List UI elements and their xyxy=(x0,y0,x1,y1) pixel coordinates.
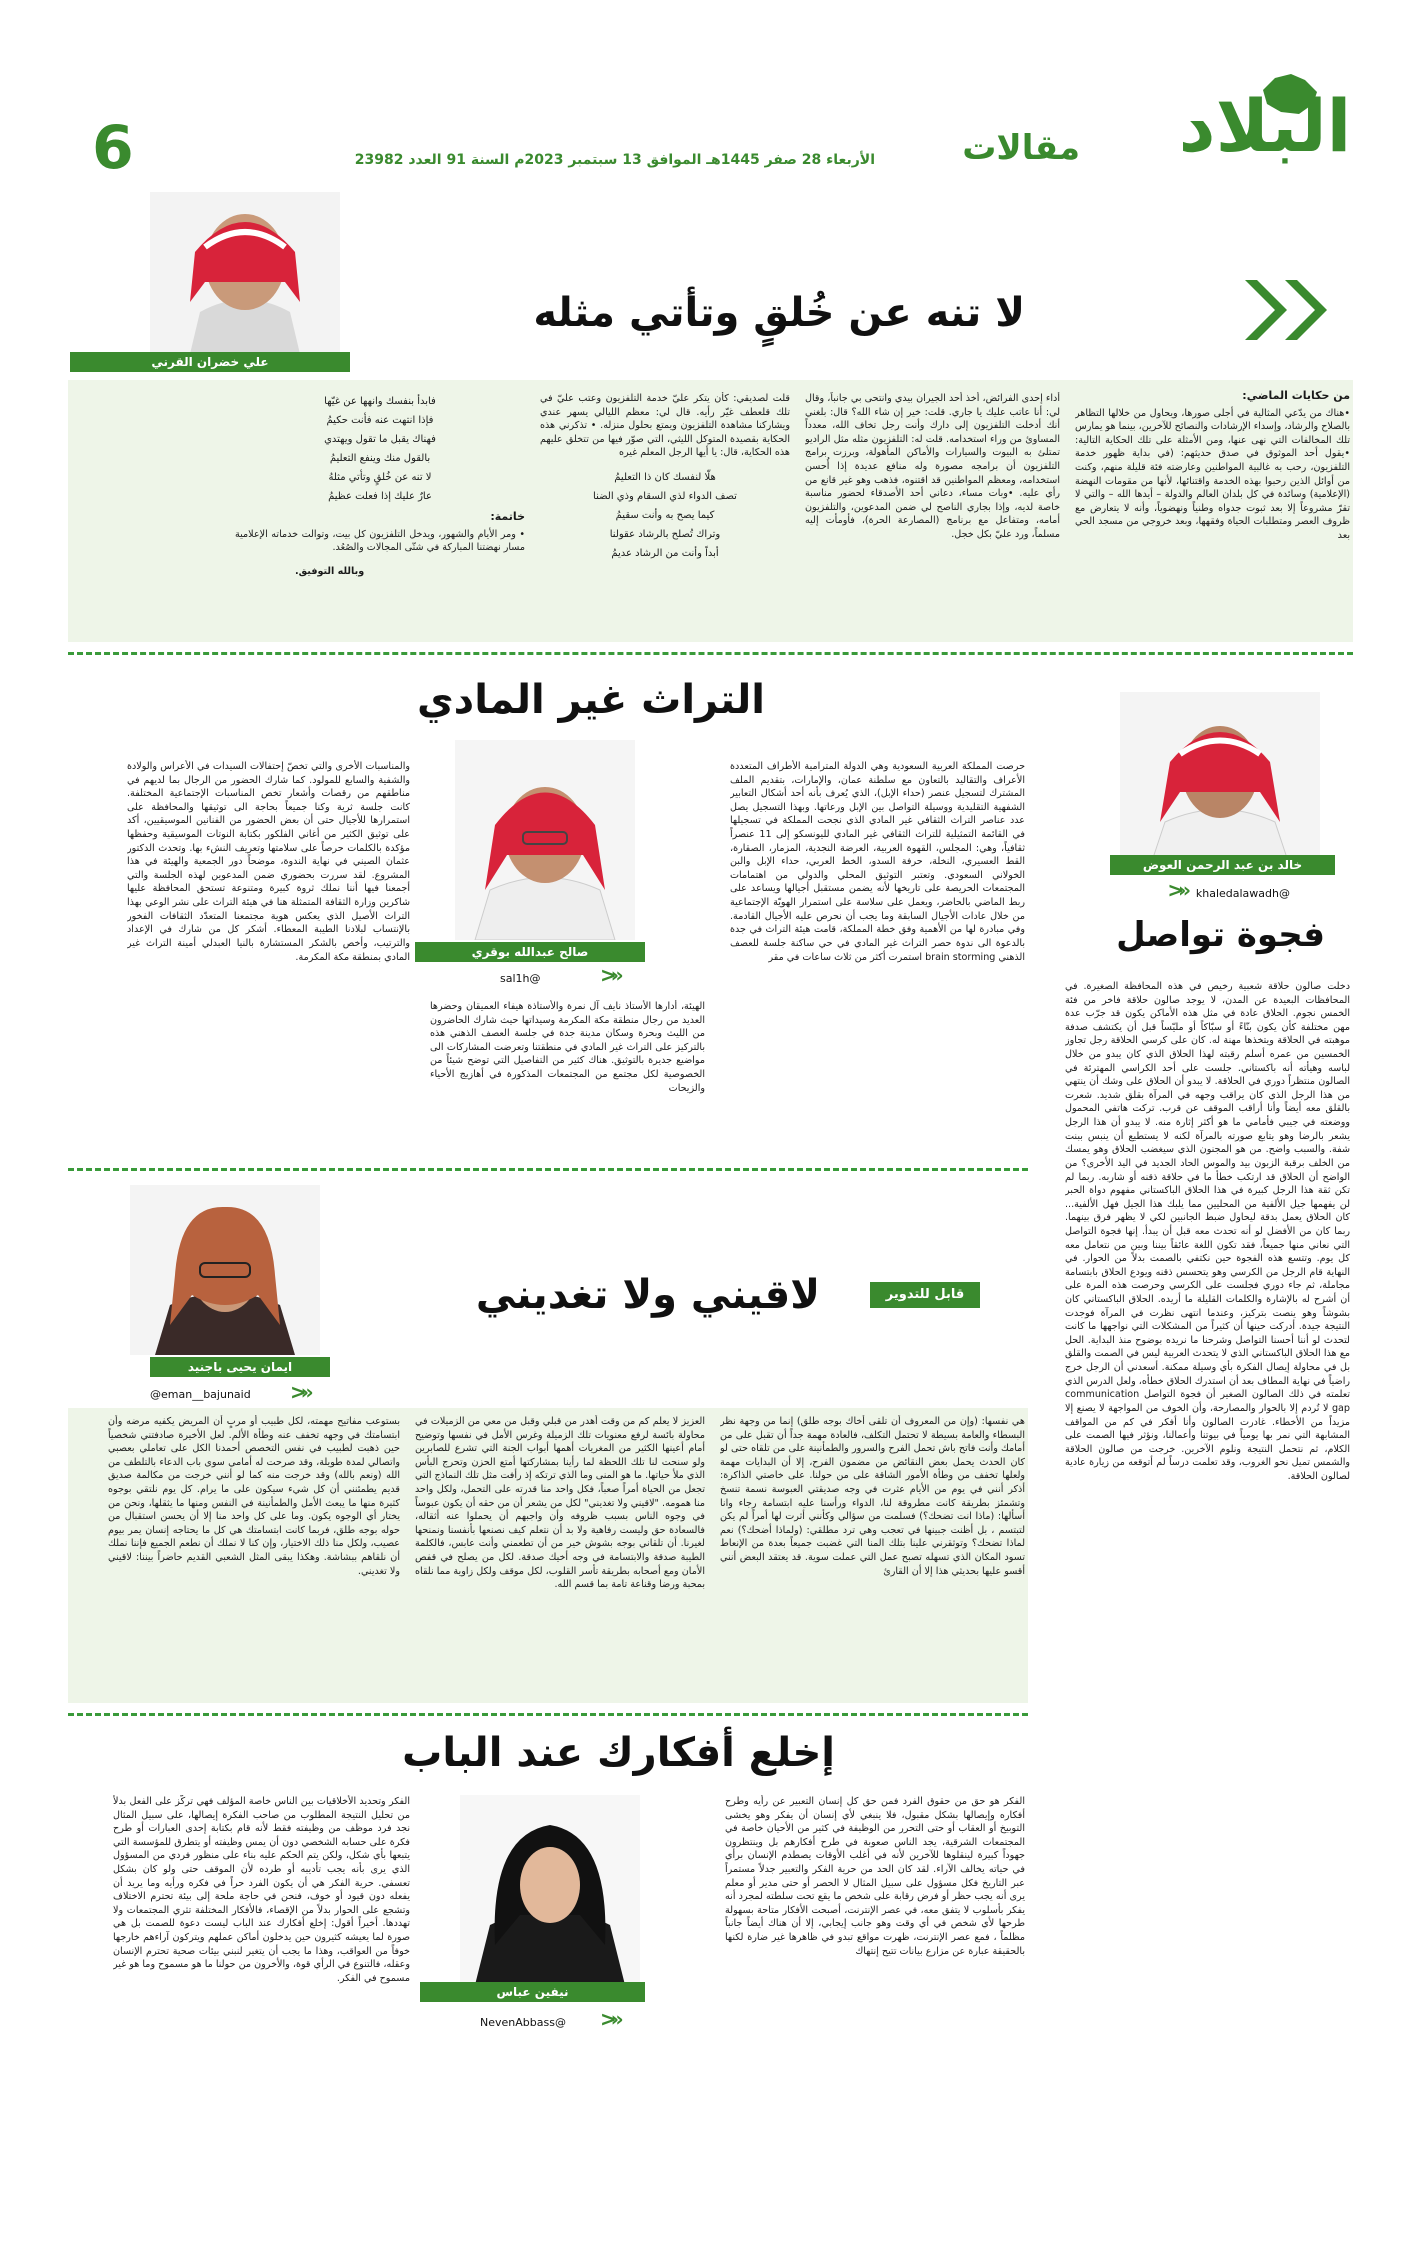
author-name-5: نيفين عباس xyxy=(420,1982,645,2002)
person-photo-icon xyxy=(455,740,635,940)
article-5-column-1 xyxy=(725,1795,1025,2205)
article-4-text-2: العزيز لا يعلم كم من وقت أهدر من قبلي وقبل من معي من الزميلات في محاولة بائسة لرفع معنويات تلك الزميلة وغرس الأمل في نفسها وتوضيح أمام أعينها الكثير من المغريات أهمها أبواب الجنة التي تشرع للصابرين ولو سنحت لنا تلك اللحظة لما رأينا بمشاركتها أمتع الحزن وتحرج البأس الذي ملأ حياتها. ما هو المنى وما الذي ترتكه إذ رأفت مثل تلك النماذج التي تجعل من الحياة أمراً صعباً، فكل واحد منا قدرته على التحمل، ولكل واحد منا همومه. "لاقيني ولا تغديني" لكل من يشعر أن من حقه أن يكون عبوساً في وجوه الناس بسبب ظروفه وأن واجبهم أن يحملوا عنه أثقاله، فالسعادة حق وليست رفاهية ولا بد أن نتعلم كيف نصنعها بأنفسنا ونمنحها لغيرنا. أن تلقاني بوجه بشوش خير من أن تطعمني وأنت عابس، فالكلمة الطيبة صدقة والابتسامة في وجه أخيك صدقة. لكل من يصلح في قفص الأمان ومع أصحابه بطريقة تأسر القلوب، لكل موقف ولكل زاوية مما نلقاه بمحبة ورضا وقناعة تامة بما قسم الله. xyxy=(415,1416,705,1591)
date-line: الأربعاء 28 صفر 1445هـ الموافق 13 سبتمبر 2023م السنة 91 العدد 23982 xyxy=(354,152,875,168)
article-1-subheading-1: من حكايات الماضي: xyxy=(1242,389,1350,402)
double-chevron-icon: «< xyxy=(1167,878,1185,902)
double-chevron-icon: «< xyxy=(290,1380,308,1404)
verse-5: أبداً وأنت من الرشاد عديمُ xyxy=(611,548,719,560)
verse-2: تصف الدواء لذي السقام وذي الضنا xyxy=(593,491,737,503)
author-photo-2 xyxy=(455,740,635,940)
person-photo-icon xyxy=(1120,692,1320,867)
article-4-column-2 xyxy=(415,1415,705,1695)
article-1-column-2 xyxy=(805,392,1060,635)
article-4-text-3: بستوعب مفاتيح مهمته، لكل طبيب أو مربٍ أن المريض يكفيه مرضه وأن ابتسامتك في وجهه تخفف عنه وطأة الألم. لعل الأخيرة صادفتني شخصياً حين ذهبت لطبيب في نفس التخصص أحمدنا الكل على تعاملي بعصبي واتصالي لمدة طويلة، وقد صرحت له أمامي سوى باب الدعاء بالتلطف من الله (ونعم بالله) وقد خرجت منه كما لو أنني خرجت من مكالمة صديق قديم يطمئنني أن كل شيء سيكون على ما يرام. كل يوم نلتقي بوجوه كثيرة منها ما يبعث الأمل والطمأنينة في النفس ومنها ما يثقلها، ونحن من يختار أي الوجوه يكون. وما على كل واحد منا إلا أن يحسن استقبال من حوله بوجه طلق، فربما كانت ابتسامتك هي كل ما يحتاجه إنسان يمر بيوم عصيب، ولكل منا ذلك الاختيار، وإن كنا لا نملك أن نطعم الجميع فإننا نملك أن نلقاهم ببشاشة. وهكذا يبقى المثل الشعبي القديم حاضراً بيننا: لاقيني ولا تغديني. xyxy=(108,1416,400,1577)
author-name-2: صالح عبدالله بوقري xyxy=(415,942,645,962)
article-1-column-1 xyxy=(1075,385,1350,635)
verse-9: بالقول منك وينفع التعليمُ xyxy=(329,453,431,464)
verse-6: فابدأ بنفسك وانهها عن غيّها xyxy=(324,396,436,407)
logo-text: البلاد xyxy=(1178,84,1352,168)
author-photo-5 xyxy=(460,1795,640,1985)
article-2-column-1 xyxy=(730,760,1025,1155)
article-2-text-3: والمناسبات الأخرى والتي تخصّ إحتفالات السيدات في الأعراس والولادة والشفية والسابع للمولود. كما شارك الحضور من الرجال بما لديهم في مناطقهم من رقصات وأشعار تخص المناسبات الإجتماعية المختلفة. كانت جلسة ثرية وكنا جميعاً بحاجة الى توثيقها والمحافظة على استمرارها للأجيال حتى أن بعض الحضور من الفنانين الموسيقيين، أكد على توثيق الكثير من أغاني الفلكور بكتابة النوتات الموسيقية وحفظها مؤكدة بالكلمات حرصاً على سلامتها وتعريف النشء بها. وتحدث الدكتور عثمان الصيني في نهاية الندوة، موضحاً دور الجمعية والهيئة في هذا المشروع. لقد سررت بحضوري ضمن المدعوين لهذه الجلسة والتي أجمعنا فيها أننا نملك ثروة كبيرة ومتنوعة تستحق المحافظة عليها شاكرين وزارة الثقافة المتمثلة هنا في هيئة التراث على نشر الوعي بهذا التراث الأصيل الذي يعكس هوية مجتمعنا المتعدّد الثقافات الفخور بالإنتساب لبلادنا الطيبة المعطاء. أشكر كل من شارك في الإعداد والترتيب، وأخص بالشكر المستشارة بالنيا العبدلي أمينة التراث غير المادي بمنطقة مكة المكرمة. xyxy=(127,761,410,963)
author-name-4: ايمان يحيى باجنيد xyxy=(150,1357,330,1377)
person-photo-icon xyxy=(130,1185,320,1355)
article-5-title: إخلع أفكارك عند الباب xyxy=(402,1730,835,1776)
article-1-closing: • ومر الأيام والشهور، ويدخل التلفزيون كل بيت، وتوالت خدماته الإعلامية مسار نهضتنا المباركة في شتّى المجالات والصُعُد. xyxy=(235,528,525,554)
article-3-text: دخلت صالون حلاقة شعبية رخيص في هذه المحافظة الصغيرة. في المحافظات البعيدة عن المدن، لا يوجد صالون حلاقة فاخر من فئة الخمس نجوم. الحلاق عادة في مثل هذه الأماكن يكون قد جرّب عدة مهن مختلفة كأن يكون بنّاءً أو سبّاكاً أو مليّساً قبل أن يكتشف صدفة موهبته في الحلاقة ويتخذها مهنة له. كان على كرسي الحلاقة رجل تجاوز الخمسين من عمره أسلم رقبته لهذا الحلاق الذي كان يبدو من خلال لباسه وهيأته أنه باكستاني. جلست على أحد الكراسي المهترئة في الصالون منتظراً دوري في الحلاقة. لا يبدو أن الحلاق على وشك أن ينتهي من هذا الرجل الذي كان يراقب وجهه في المرآة بقلق شديد. شعرت بالقلق معه أيضاً وأنا أراقب الموقف عن قرب. تركت هاتفي المحمول ووضعته في جيبي فأمامي ما هو أكثر إثارة منه. لا يبدو أن هذا الرجل يشعر بالرضا وهو يتابع صورته بالمرآة لكنه لا يستطيع أن ينبس ببنت شفة. والسبب واضح. من هو المجنون الذي سيغضب الحلاق وهو يمسك من الخلف برقبة الزبون بيد والموس الحاد الجديد في اليد الأخرى؟ من الواضح أن الحلاق قد ارتكب خطأ ما في حلاقة ذقنه أو شاربه. ربما لم تكن ثقة هذا الرجل كبيرة في هذا الحلاق الباكستاني مفهوم دواة الحبر لن يفهمها جيل الألفية من المحليين مما يلبك هذا الجيل فهل الألفية... كان الحلاق يعمل بدقة ليحاول ضبط الجانبين لكي لا يظهر فرق بينهما. ربما كان من الأفضل لو أنه تحدث معه قبل أن يبدأ. إنها فجوة التواصل التي نعاني منها جميعاً، فقد تكون اللغة عائقاً بيننا وبين من نتعامل معه كل يوم. وتتسع هذه الفجوة حين نكتفي بالصمت بدلاً من الحوار. في النهاية قام الرجل من الكرسي وهو يتحسس ذقنه ويودع الحلاق بابتسامة مجاملة، ثم جاء دوري فجلست على الكرسي وحرصت هذه المرة على أن أشرح له بالإشارة والكلمات القليلة ما أريده. الحلاق الباكستاني كان بشوشاً وهو ينصت بتركيز، وعندما انتهى نظرت في المرآة فوجدت النتيجة جيدة. أدركت حينها أن كثيراً من المشكلات التي نواجهها ما كانت لتحدث لو أننا أحسنا التواصل وشرحنا ما نريده بوضوح منذ البداية. الحل مع هذا الحلاق الباكستاني الذي لا يتحدث العربية ليس في الصمت والقلق بل في محاولة إيصال الفكرة بأي وسيلة ممكنة. أسعدني أن الرجل خرج راضياً في نهاية المطاف بعد أن استدرك الحلاق خطأه، ولعل الدرس الذي تعلمته في ذلك الصالون الصغير أن فجوة التواصل communication gap لا تُردم إلا بالحوار والمصارحة، وأن الخوف من المواجهة لا يصنع إلا مزيداً من الأخطاء. غادرت الصالون وأنا أفكر في كم من المواقف المشابهة التي نمر بها يومياً في بيوتنا وأعمالنا، ونؤثر فيها الصمت على الكلام، ثم نتحمل النتيجة ونلوم الآخرين. خرجت من صالون الحلاقة والشمس تميل نحو الغروب، وقد تعلمت درساً لم أتوقعه من زيارة عادية لصالون الحلاقة. xyxy=(1065,981,1350,1482)
article-5-column-2 xyxy=(113,1795,410,2205)
article-5-text-1: الفكر هو حق من حقوق الفرد فمن حق كل إنسان التعبير عن رأيه وطرح أفكاره وإيصالها بشكل مقبول، فلا ينبغي لأي إنسان أن يفكر وهو يخشى التوبيخ أو العقاب أو حتى التحرر من الوظيفة في كثير من الأحيان خاصة في المجتمعات الشرقية، يجد الناس صعوبة في طرح أفكارهم بل وينتظرون جهوداً كبيرة لينقلوها للآخرين لأنه في أغلب الأوقات يصطدم الإنسان برأي في حياته يخالف الآراء. لقد كان الحد من حرية الفكر والتعبير جدلاً مستمراً عبر التاريخ فكل مسؤول على سبيل المثال لا الحصر أو حتى مدير أو معلم يرى أنه يجب حظر أو فرض رقابة على شخص ما يقع تحت سلطته لمجرد أنه يفكر بأسلوب لا يتفق معه، في عصر الإنترنت، أصبحت الأفكار متاحة بسهولة طرحها لأي شخص في أي وقت وهو جانب إيجابي، إلا أن هناك أيضاً جانباً مظلماً ، فمع عصر الإنترنت، ظهرت مواقع تبدو في ظاهرها غير ضارة لكنها بالحقيقة عبارة عن مزارع بيانات تتيح إنتهاك xyxy=(725,1796,1025,1957)
article-4-column-3 xyxy=(108,1415,400,1695)
article-3-text-column xyxy=(1065,980,1350,2205)
article-5-text-2: الفكر وتحديد الأخلاقيات بين الناس خاصة المؤلف فهي تركّز على الفعل بدلاً من تحليل النتيجة المطلوب من صاحب الفكرة إيصالها، على سبيل المثال نجد فرد موظف من وظيفته فقط لأنه قام بكتابة إحدى العبارات أو طرح فكرة على حسابه الشخصي دون أن يمس وظيفته أو يتطرق للمؤسسة التي يتبعها بأي شكل، ولكن يتم الحكم عليه بناء على منظور فردي من المسؤول الذي يرى بأنه يجب تأديبه أو طرده لأن الموقف حتى ولو كان بشكل تعسفي. حرية الفكر هي أن يكون الفرد حراً في فكره ورأيه وما يريد أن يفعله دون قيود أو خوف، فنحن في حاجة ملحة إلى بيئة تحترم الاختلاف وتشجع على الحوار بدلاً من الإقصاء، فالأفكار المختلفة تثري المجتمعات ولا تهددها. أخيراً أقول: إخلع أفكارك عند الباب ليست دعوة للصمت بل هي صورة لما يعيشه كثيرون حين يدخلون أماكن عملهم ويتركون آراءهم خارجها خوفاً من العواقب، وهذا ما يجب أن يتغير لنبني بيئات صحية تحترم الإنسان وعقله، فالتنوع في الرأي قوة، والأخرون من حولنا ما هو مسموح وما هو غير مسموح في الفكر. xyxy=(113,1796,410,1984)
article-1-column-4 xyxy=(235,392,525,635)
verse-8: فهناك يقبل ما تقول ويهتدي xyxy=(324,434,436,445)
author-handle-3: @khaledalawadh xyxy=(1195,887,1290,900)
article-4-column-1 xyxy=(720,1415,1025,1695)
divider-2 xyxy=(68,1168,1028,1171)
article-4-tag: قابل للتدوير xyxy=(870,1282,980,1308)
double-chevron-icon: «< xyxy=(600,963,618,987)
article-2-text-2: الهيئة، أدارها الأستاذ نايف آل نمرة والأستاذة هيفاء العميقان وحضرها العديد من رجال منطقة مكة المكرمة وسيداتها حيث شارك الحاضرون من الليث وبحرة وسكان مدينة جدة في جلسة العصف الذهني هذه بالتركيز على التراث غير المادي في منطقتنا وتعرضت المشاركات الى مواضيع جديرة بالتوثيق. هناك كثير من التفاصيل التي توضح شيئاً من الخصوصية لكل مجتمع من المجتمعات المذكورة في أهازيج الأحياء والزيحات xyxy=(430,1001,705,1094)
person-photo-icon xyxy=(460,1795,640,1985)
article-2-title: التراث غير المادي xyxy=(417,677,765,723)
article-4-text-1: هي نفسها: (وإن من المعروف أن تلقى أخاك بوجه طلق) إنما من وجهة نظر البسطاء والعامة بسيطة لا تحتمل التكلف، فالعادة مهمة جداً أن تقبل على من أمامك وأنت فاتح باش تحمل الفرح والسرور والطمأنينة على من تلقاه حتى لو كان الحدث يحمل بعض النقائض من مضمون الفرح، إلا أن البدايات مهمة ولعلها تخفف من وطأة الأمور الشاقة على من حولنا. على خاصتي الذاكرة: أذكر أنني في يوم من الأيام عثرت في وجه صديقتي العبوسة نسمة تنسخ وتشمئز بطريقة كانت مطروقة لنا، الدواء ورأسنا عليه ابتسامة رجاء وانا أسألها: (ماذا انت تضحك؟) فسلمت من سؤالي وكأنني أثرت لها أمراً لم يكن لتبتسم ، بل أظنت جبينها في تعجب وهي ترد مطلقي: (ولماذا أضحك؟) نعم لماذا تضحك؟ وتوثقرني علينا بتلك المنا التي غضبت جميعاً بعدة من الإنعاط تسود المكان الذي تسهله تصبح عمل التي عملت سوية. قد يعتقد البعض أنني أقسو عليها بحديثي هذا إلا أن القارئ xyxy=(720,1416,1025,1577)
author-photo-1 xyxy=(150,192,340,354)
divider-1 xyxy=(68,652,1353,655)
double-chevron-icon xyxy=(1215,280,1350,340)
verse-11: عارٌ عليك إذا فعلت عظيمُ xyxy=(328,491,432,502)
verse-10: لا تنه عن خُلقٍ وتأتي مثلهُ xyxy=(328,472,432,483)
article-1-column-3 xyxy=(540,392,790,635)
author-handle-4: eman__bajunaid@ xyxy=(150,1388,251,1401)
article-1-sign: وبالله التوفيق. xyxy=(295,565,365,577)
newspaper-logo[interactable] xyxy=(1170,70,1360,190)
article-1-text-2: أداء إحدى الفرائض، أخذ أحد الجيران بيدي وانتحى بي جانباً، وقال لي: أنا عاتب عليك يا جاري. قلت: خير إن شاء الله؟ قال: بلغني أنك أدخلت التلفزيون إلى دارك وأنت رجل تخاف الله، معدداً المساوئ من وراء استخدامه. قلت له: التلفزيون مثله مثل الراديو تمتلئ به البيوت والسيارات والأماكن المأهولة، وبرزت برامج التلفزيون أن برامجه مصورة وله منافع عديدة إذا أُحسن استخدامه، ومعظم المواطنين قد اقتنوه، فذهب وهو غير قانع من رأي عليه. •وبات مساء، دعاني أحد الأصدقاء لحضور مناسبة خاصة لديه، وإذا بجاري الناصح لي ضمن المدعوين، والتلفزيون أمامه، ومتفاعل مع برنامج (المصارعة الحرة)، فأومأت إليه مسلماً، ورد عليّ بكل خجل. xyxy=(805,393,1060,541)
article-2-column-3 xyxy=(127,760,410,1155)
section-title: مقالات xyxy=(962,128,1080,168)
person-photo-icon xyxy=(150,192,340,354)
article-2-text-1: حرصت المملكة العربية السعودية وهي الدولة المترامية الأطراف المتعددة الأعراف والتقاليد بالتعاون مع سلطنة عمان، والإمارات، بتقديم الملف المشترك لتسجيل عنصر (حداء الإبل)، الذي يُعرف بأنه أحد أشكال التعابير الشفهية التقليدية ووسيلة التواصل بين الإبل ورعاتها. وبهذا التسجيل يصل عدد عناصر التراث الثقافي غير المادي الذي نجحت المملكة في تسجيلها في القائمة التمثيلية للتراث الثقافي غير المادي لليونسكو إلى 11 عنصراً ثقافياً، وهي: المجلس، القهوة العربية، العرضة النجدية، المزمار، الصقارة، القط العسيري، النخلة، حرفة السدو، الخط العربي، حداء الإبل والبن الخولاني السعودي. وتعتبر التوثيق المحلي والدولي من اهتمامات المجتمعات الحريصة على تاريخها لأنه يضمن مستقبل أجيالها ويساعد على ربط الماضي بالحاضر، ويعمل على سلاسة على استمرار الهويّة الإجتماعية من خلال عادات الأجيال السابقة وما يجب أن نحرص عليه الأجيال القادمة. وفي مبادرة لها من الأهمية وفق خطة المملكة، قامت هيئة التراث في جدة بالدعوة الى ندوة حصر التراث غير المادي في حي ساكنة جلسة للعصف الذهني brain storming استمرت أكثر من ثلاث ساعات في مقر xyxy=(730,761,1025,963)
divider-3 xyxy=(68,1713,1028,1716)
double-chevron-icon: «< xyxy=(600,2007,618,2031)
article-1-text-3: قلت لصديقي: كأن يتكر عليّ خدمة التلفزيون وعتب عليّ في تلك قلعطف غيّر رأيه. قال لي: معظم الليالي يسهر عندي ويشاركنا مشاهدة التلفزيون ويمتع بحلول منزله. • تذكرني هذه الحكاية بقصيدة المتوكل الليثي، التي صوّر فيها من تتخلق عليهم هذه الحكاية، قال: يا أيها الرجل المعلم غيره xyxy=(540,393,790,459)
article-1-subheading-2: خاتمة: xyxy=(490,510,525,523)
author-photo-3 xyxy=(1120,692,1320,867)
article-2-column-2 xyxy=(430,1000,705,1155)
verse-4: وتراك تُصلح بالرشاد عقولنا xyxy=(609,529,721,541)
page-number: 6 xyxy=(92,113,134,183)
article-4-title: لاقيني ولا تغديني xyxy=(475,1272,820,1318)
verse-3: كيما يصح به وأنت سقيمُ xyxy=(615,510,715,522)
author-name-3: خالد بن عبد الرحمن العوض xyxy=(1110,855,1335,875)
masthead xyxy=(0,0,1420,183)
article-3-title: فجوة تواصل xyxy=(1116,915,1325,955)
verse-7: فإذا انتهت عنه فأنت حكيمُ xyxy=(326,415,434,426)
verse-1: هلّا لنفسك كان ذا التعليمُ xyxy=(614,472,716,484)
author-name-1: علي خضران القرني xyxy=(70,352,350,372)
author-handle-2: @sal1h xyxy=(500,972,541,985)
article-1-title: لا تنه عن خُلقٍ وتأتي مثله xyxy=(533,290,1025,336)
author-handle-5: @NevenAbbass xyxy=(480,2016,566,2029)
article-1-text-1: •هناك من يدّعي المثالية في أجلى صورها، ويحاول من خلالها التظاهر بالصلاح والرشاد، وإسداء الإرشادات والنصائح للآخرين، بينما هو يمارس تلك المخالفات التي نهى عنها، ومن الأمثلة على تلك الحكاية التالية: •يقول أحد الموثوق في صدق حديثهم: (في بداية ظهور خدمة التلفزيون، رحب به غالبية المواطنين وعارضته فئة قليلة منهم، وكنت من أوائل الذين رحبوا بهذه الخدمة واقتنائها، لأنها من مقومات النهضة (الإعلامية) وسائدة في كل بلدان العالم والدولة – أيدها الله – والتي لا تقرّ مشروعاً إلا بعد ثبوت جدواه وطنياً ونهضوياً، وأنه لا يتعارض مع ظروف العصر ومتطلبات الحياة وفقهها، وبعد خروجي من مسجد الحي بعد xyxy=(1075,407,1350,542)
author-photo-4 xyxy=(130,1185,320,1355)
